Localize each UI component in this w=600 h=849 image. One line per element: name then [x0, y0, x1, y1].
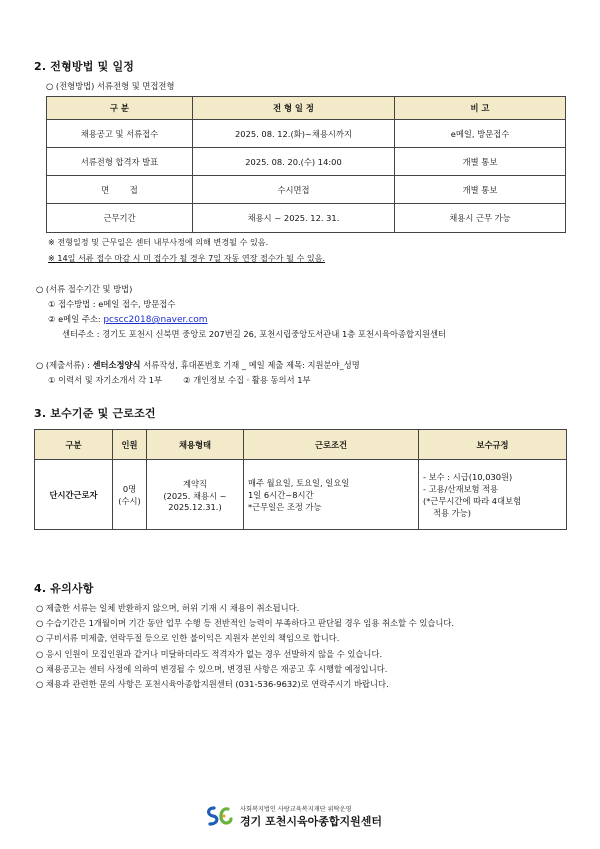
table-cell: e메일, 방문접수 — [395, 120, 566, 148]
salary-line: - 보수 : 시급(10,030원) — [423, 471, 513, 482]
footer-operator: 사회복지법인 사랑교육복지재단 위탁운영 — [240, 806, 352, 813]
count-value: 0명 — [122, 483, 137, 494]
salary-line: (*근무시간에 따라 4대보험 — [423, 495, 522, 506]
condition-line: 매주 월요일, 토요일, 일요일 — [248, 477, 350, 488]
job-count — [113, 460, 147, 530]
salary-line: - 고용/산재보험 적용 — [423, 483, 499, 494]
notice-list — [36, 602, 454, 693]
table-cell: 수시면접 — [193, 176, 395, 204]
table-row — [47, 204, 566, 233]
footer — [204, 804, 404, 830]
salary-line: 적용 가능) — [433, 507, 471, 518]
type-line: 2025.12.31.) — [168, 501, 222, 512]
condition-line: *근무일은 조정 가능 — [248, 501, 322, 512]
center-logo-icon — [204, 804, 234, 828]
period-email — [48, 313, 208, 326]
section-2-title: 2. 전형방법 및 일정 — [34, 60, 135, 73]
count-note: (수시) — [118, 495, 141, 506]
section-3-title: 3. 보수기준 및 근로조건 — [34, 407, 156, 420]
list-item: ○ 구비서류 미제출, 연락두절 등으로 인한 불이익은 지원자 본인의 책임으로 합니다. — [36, 633, 340, 644]
schedule-table — [46, 96, 566, 233]
table-row — [47, 176, 566, 204]
table-cell: 개별 통보 — [395, 148, 566, 176]
table-cell: 서류전형 합격자 발표 — [47, 148, 193, 176]
center-address: 센터주소 : 경기도 포천시 신북면 중앙로 207번길 26, 포천시립중앙도서관내 1층 포천시육아종합지원센터 — [62, 329, 447, 339]
docs-items: ① 이력서 및 자기소개서 각 1부 ② 개인정보 수집 · 활용 동의서 1부 — [48, 375, 311, 385]
list-item: ○ 채용과 관련한 문의 사항은 포천시육아종합지원센터 (031-536-9632)로 연락주시기 바랍니다. — [36, 678, 389, 689]
condition-line: 1일 6시간~8시간 — [248, 489, 314, 500]
selection-method: ○ (전형방법) 서류전형 및 면접전형 — [46, 81, 175, 91]
table-cell: 채용공고 및 서류접수 — [47, 120, 193, 148]
schedule-header-date: 전 형 일 정 — [193, 97, 395, 120]
schedule-header-note: 비 고 — [395, 97, 566, 120]
table-row — [47, 148, 566, 176]
docs-prefix: ○ (제출서류) : — [36, 360, 93, 370]
type-line: (2025. 채용시 ~ — [163, 490, 227, 501]
schedule-header-category: 구 분 — [47, 97, 193, 120]
email-link[interactable]: pcscc2018@naver.com — [103, 315, 208, 325]
list-item: ○ 응시 인원이 모집인원과 같거나 미달하더라도 적격자가 없는 경우 선발하지 않을 수 있습니다. — [36, 648, 383, 659]
footer-org-name: 경기 포천시육아종합지원센터 — [240, 815, 382, 828]
table-cell: 2025. 08. 20.(수) 14:00 — [193, 148, 395, 176]
pay-table — [34, 429, 567, 530]
list-item: ○ 채용공고는 센터 사정에 의하여 변경될 수 있으며, 변경된 사항은 재공고 후 시행할 예정입니다. — [36, 663, 388, 674]
job-type — [147, 460, 244, 530]
section-4-title: 4. 유의사항 — [34, 582, 94, 595]
table-cell: 면 접 — [47, 176, 193, 204]
table-cell: 채용시 근무 가능 — [395, 204, 566, 233]
list-item: ○ 제출한 서류는 일체 반환하지 않으며, 허위 기재 시 채용이 취소됩니다. — [36, 603, 300, 613]
table-cell: 개별 통보 — [395, 176, 566, 204]
job-category: 단시간근로자 — [35, 460, 113, 530]
type-line: 계약직 — [182, 478, 208, 489]
table-cell: 2025. 08. 12.(화)~채용시까지 — [193, 120, 395, 148]
period-method: ① 접수방법 : e메일 접수, 방문접수 — [48, 299, 176, 309]
docs-rest: 서류작성, 휴대폰번호 기재 _ 메일 제출 제목: 지원분야_성명 — [140, 360, 360, 370]
email-label: ② e메일 주소: — [48, 314, 104, 324]
job-salary — [419, 460, 567, 530]
extension-note: ※ 14일 서류 접수 마감 시 미 접수가 될 경우 7일 자동 연장 접수가 될 수 있음. — [48, 253, 326, 263]
pay-header-category: 구분 — [35, 430, 113, 460]
submission-docs — [36, 359, 360, 371]
docs-form: 센터소정양식 — [92, 360, 141, 370]
table-cell: 근무기간 — [47, 204, 193, 233]
pay-header-conditions: 근로조건 — [244, 430, 419, 460]
list-item: ○ 수습기간은 1개월이며 기간 동안 업무 수행 등 전반적인 능력이 부족하다고 판단될 경우 임용 취소할 수 있습니다. — [36, 618, 455, 629]
pay-header-type: 채용형태 — [147, 430, 244, 460]
pay-header-count: 인원 — [113, 430, 147, 460]
period-title: ○ (서류 접수기간 및 방법) — [36, 284, 133, 294]
job-conditions — [244, 460, 419, 530]
table-row — [47, 120, 566, 148]
table-row — [35, 460, 567, 530]
schedule-note: ※ 전형일정 및 근무일은 센터 내부사정에 의해 변경될 수 있음. — [48, 237, 269, 247]
table-cell: 채용시 ~ 2025. 12. 31. — [193, 204, 395, 233]
pay-header-salary: 보수규정 — [419, 430, 567, 460]
